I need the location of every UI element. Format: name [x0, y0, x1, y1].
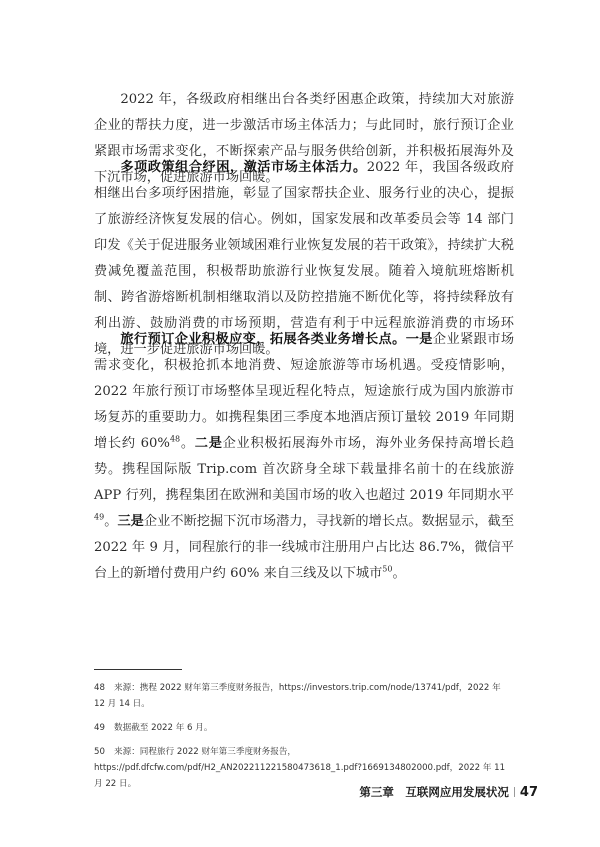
point-three-end: 。 — [392, 566, 406, 581]
point-three-text: 企业不断挖掘下沉市场潜力，寻找新的增长点。数据显示，截至 2022 年 9 月，同程旅行的非一线城市注册用户占比达 86.7%，微信平台上的新增付费用户约 60% 来自三线及以下城市 — [94, 514, 515, 581]
paragraph-booking — [94, 327, 514, 587]
point-one-marker: 一是 — [405, 332, 433, 347]
chapter-title: 第三章 互联网应用发展状况 — [359, 785, 509, 799]
footnote-48 — [94, 680, 514, 712]
footnote-text: 数据截至 2022 年 6 月。 — [114, 723, 213, 733]
paragraph-intro-text: 2022 年，各级政府相继出台各类纾困惠企政策，持续加大对旅游企业的帮扶力度，进一步激活市场主体活力；与此同时，旅行预订企业紧跟市场需求变化，不断探索产品与服务供给创新，并积极拓展海外及下沉市场，促进旅游市场回暖。 — [94, 92, 514, 185]
point-one-end: 。 — [180, 436, 195, 451]
paragraph-policy-text: 2022 年，我国各级政府相继出台多项纾困措施，彰显了国家帮扶企业、服务行业的决心，提振了旅游经济恢复发展的信心。例如，国家发展和改革委员会等 14 部门印发《关于促进服务业领域困难行业恢复发展的若干政策》，持续扩大税费减免覆盖范围，积极帮助旅游行业恢复发展。随着入境航班熔断机制、跨省游熔断机制相继取消以及防控措施不断优化等，将持续释放有利出游、鼓励消费的市场预期，营造有利于中远程旅游消费的市场环境，进一步促进旅游市场回暖。 — [94, 160, 514, 357]
footnote-text[interactable]: 来源：同程旅行 2022 财年第三季度财务报告，https://pdf.dfcfw.com/pdf/H2_AN202211221580473618_1.pdf?1669134802000.pdf，2022 年 11 月 22 日。 — [94, 747, 506, 789]
page-footer — [359, 784, 538, 800]
point-two-text: 企业积极拓展海外市场，海外业务保持高增长趋势。携程国际版 Trip.com 首次跻身全球下载量排名前十的在线旅游 APP 行列，携程集团在欧洲和美国市场的收入也超过 2019 年同期水平 — [94, 436, 515, 503]
point-two-end: 。 — [104, 514, 118, 529]
footnote-49 — [94, 720, 514, 736]
footer-separator — [514, 787, 515, 797]
page-number: 47 — [519, 785, 538, 800]
footnote-number: 50 — [94, 747, 105, 757]
footnote-divider — [94, 669, 182, 670]
point-one-text: 企业紧跟市场需求变化，积极抢抓本地消费、短途旅游等市场机遇。受疫情影响，2022 年旅行预订市场整体呈现近程化特点，短途旅行成为国内旅游市场复苏的重要助力。如携程集团三季度本地酒店预订量较 2019 年同期增长约 60% — [94, 332, 515, 451]
footnote-ref-50[interactable]: 50 — [382, 564, 393, 574]
footnote-number: 49 — [94, 723, 105, 733]
footnote-ref-48[interactable]: 48 — [169, 434, 181, 444]
footnote-text[interactable]: 来源：携程 2022 财年第三季度财务报告，https://investors.trip.com/node/13741/pdf，2022 年 12 月 14 日。 — [94, 683, 501, 709]
footnote-number: 48 — [94, 683, 105, 693]
footnotes — [94, 680, 514, 800]
footnote-ref-49[interactable]: 49 — [94, 512, 105, 522]
point-two-marker: 二是 — [194, 436, 223, 451]
paragraph-booking-heading: 旅行预订企业积极应变，拓展各类业务增长点。 — [120, 332, 406, 347]
paragraph-policy-heading: 多项政策组合纾困，激活市场主体活力。 — [120, 160, 367, 175]
point-three-marker: 三是 — [117, 514, 144, 529]
